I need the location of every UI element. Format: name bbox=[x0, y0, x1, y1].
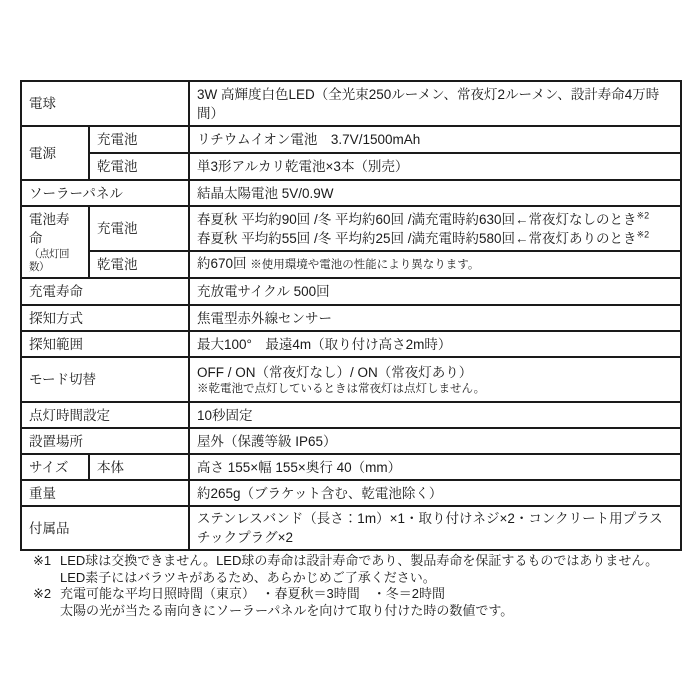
battery-life-rechargeable-sublabel: 充電池 bbox=[89, 206, 189, 251]
power-rechargeable-value: リチウムイオン電池 3.7V/1500mAh bbox=[189, 126, 681, 153]
row-light-duration bbox=[21, 402, 681, 428]
size-sublabel: 本体 bbox=[89, 454, 189, 480]
row-power-rechargeable bbox=[21, 126, 681, 153]
solar-value: 結晶太陽電池 5V/0.9W bbox=[189, 180, 681, 206]
solar-label: ソーラーパネル bbox=[21, 180, 189, 206]
power-rechargeable-sublabel: 充電池 bbox=[89, 126, 189, 153]
row-detection-method bbox=[21, 305, 681, 331]
install-location-value: 屋外（保護等級 IP65） bbox=[189, 428, 681, 454]
install-location-label: 設置場所 bbox=[21, 428, 189, 454]
battery-life-dry-note: ※使用環境や電池の性能により異なります。 bbox=[250, 259, 480, 271]
row-detection-range bbox=[21, 331, 681, 357]
row-charge-life bbox=[21, 278, 681, 305]
battery-life-line2: 春夏秋 平均約55回 /冬 平均約25回 /満充電時約580回←常夜灯ありのとき bbox=[197, 230, 637, 246]
battery-life-line1: 春夏秋 平均約90回 /冬 平均約60回 /満充電時約630回←常夜灯なしのとき bbox=[197, 211, 637, 227]
power-label: 電源 bbox=[21, 126, 89, 180]
mode-switch-note: ※乾電池で点灯しているときは常夜灯は点灯しません。 bbox=[197, 382, 486, 395]
row-solar-panel bbox=[21, 180, 681, 206]
accessories-value: ステンレスバンド（長さ：1m）×1・取り付けネジ×2・コンクリート用プラスチックプラグ×2 bbox=[189, 506, 681, 550]
footnote-2-marker: ※2 bbox=[33, 586, 52, 601]
product-spec-table bbox=[20, 80, 682, 551]
detection-range-value: 最大100° 最遠4m（取り付け高さ2m時） bbox=[189, 331, 681, 357]
mode-switch-options: OFF / ON（常夜灯なし）/ ON（常夜灯あり） bbox=[197, 364, 473, 380]
detection-method-label: 探知方式 bbox=[21, 305, 189, 331]
bulb-label: 電球 bbox=[21, 81, 189, 126]
mode-switch-value bbox=[189, 357, 681, 402]
size-value: 高さ 155×幅 155×奥行 40（mm） bbox=[189, 454, 681, 480]
footnote-2-text bbox=[60, 586, 683, 619]
footnote-2-line2: 太陽の光が当たる南向きにソーラーパネルを向けて取り付けた時の数値です。 bbox=[60, 602, 514, 618]
footnote-ref-2b: ※2 bbox=[636, 229, 650, 239]
row-mode-switch bbox=[21, 357, 681, 402]
accessories-label: 付属品 bbox=[21, 506, 189, 550]
bulb-value: 3W 高輝度白色LED（全光束250ルーメン、常夜灯2ルーメン、設計寿命4万時間） bbox=[189, 81, 681, 126]
weight-label: 重量 bbox=[21, 480, 189, 506]
row-weight bbox=[21, 480, 681, 506]
row-battery-life-rechargeable bbox=[21, 206, 681, 251]
battery-life-dry-value bbox=[189, 251, 681, 278]
row-battery-life-dry bbox=[21, 251, 681, 278]
battery-life-label bbox=[21, 206, 89, 278]
detection-method-value: 焦電型赤外線センサー bbox=[189, 305, 681, 331]
footnote-1 bbox=[33, 553, 683, 586]
footnote-ref-2a: ※2 bbox=[636, 210, 650, 220]
detection-range-label: 探知範囲 bbox=[21, 331, 189, 357]
power-dry-sublabel: 乾電池 bbox=[89, 153, 189, 180]
battery-life-label-note: （点灯回数） bbox=[29, 248, 69, 273]
battery-life-dry-sublabel: 乾電池 bbox=[89, 251, 189, 278]
row-bulb bbox=[21, 81, 681, 126]
footnote-1-line2: LED素子にはバラツキがあるため、あらかじめご了承ください。 bbox=[60, 569, 436, 585]
charge-life-label: 充電寿命 bbox=[21, 278, 189, 305]
row-install-location bbox=[21, 428, 681, 454]
battery-life-label-text: 電池寿命 bbox=[29, 212, 70, 246]
footnote-1-marker: ※1 bbox=[33, 553, 52, 568]
row-accessories bbox=[21, 506, 681, 550]
footnote-2-line1: 充電可能な平均日照時間（東京） ・春夏秋＝3時間 ・冬＝2時間 bbox=[60, 586, 445, 601]
size-label: サイズ bbox=[21, 454, 89, 480]
footnote-1-text bbox=[60, 553, 683, 586]
row-power-dry-battery bbox=[21, 153, 681, 180]
power-dry-value: 単3形アルカリ乾電池×3本（別売） bbox=[189, 153, 681, 180]
footnotes-block bbox=[33, 553, 683, 619]
footnote-1-line1: LED球は交換できません。LED球の寿命は設計寿命であり、製品寿命を保証するものではありません。 bbox=[60, 553, 659, 568]
light-duration-label: 点灯時間設定 bbox=[21, 402, 189, 428]
mode-switch-label: モード切替 bbox=[21, 357, 189, 402]
battery-life-rechargeable-value bbox=[189, 206, 681, 251]
row-size bbox=[21, 454, 681, 480]
light-duration-value: 10秒固定 bbox=[189, 402, 681, 428]
battery-life-dry-count: 約670回 bbox=[197, 256, 247, 271]
footnote-2 bbox=[33, 586, 683, 619]
weight-value: 約265g（ブラケット含む、乾電池除く） bbox=[189, 480, 681, 506]
charge-life-value: 充放電サイクル 500回 bbox=[189, 278, 681, 305]
